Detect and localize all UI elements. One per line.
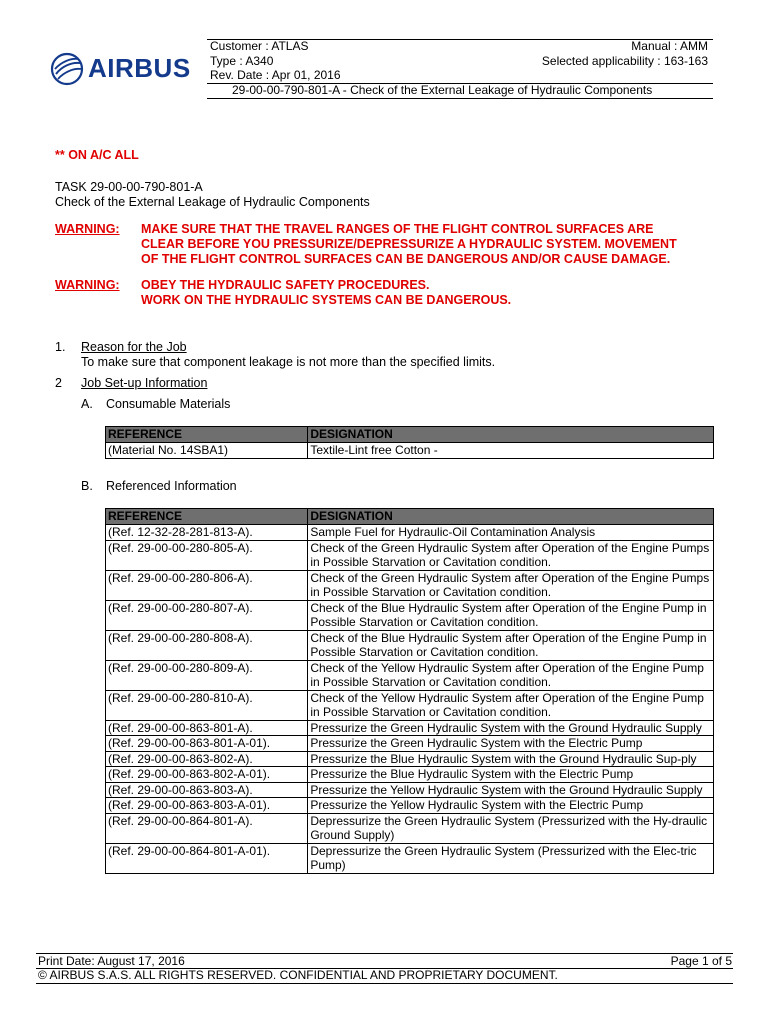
section-1-title: Reason for the Job bbox=[81, 340, 187, 354]
table-row bbox=[106, 767, 714, 783]
warning-label: WARNING: bbox=[55, 278, 120, 292]
reference-cell: (Ref. 29-00-00-864-801-A). bbox=[106, 813, 308, 843]
rev-date-label: Rev. Date : Apr 01, 2016 bbox=[210, 68, 341, 82]
referenced-info-table bbox=[105, 508, 714, 874]
table-row bbox=[106, 540, 714, 570]
warning-1 bbox=[55, 222, 677, 266]
reference-cell: (Ref. 29-00-00-280-809-A). bbox=[106, 660, 308, 690]
table-row bbox=[106, 751, 714, 767]
reference-cell: (Ref. 12-32-28-281-813-A). bbox=[106, 525, 308, 541]
column-header-reference: REFERENCE bbox=[106, 509, 308, 525]
document-title: 29-00-00-790-801-A - Check of the External Leakage of Hydraulic Components bbox=[232, 83, 653, 97]
reference-cell: (Ref. 29-00-00-863-801-A). bbox=[106, 720, 308, 736]
warning-line: MAKE SURE THAT THE TRAVEL RANGES OF THE FLIGHT CONTROL SURFACES ARE bbox=[141, 222, 654, 236]
brand-wordmark: AIRBUS bbox=[88, 53, 191, 83]
task-title: Check of the External Leakage of Hydraulic Components bbox=[55, 195, 370, 209]
section-2-number: 2 bbox=[55, 376, 62, 390]
table-row bbox=[106, 600, 714, 630]
print-date: Print Date: August 17, 2016 bbox=[38, 954, 185, 968]
reference-cell: (Ref. 29-00-00-280-810-A). bbox=[106, 690, 308, 720]
table-header-row bbox=[106, 509, 714, 525]
referenced-info-table-body bbox=[106, 525, 714, 874]
subsection-a-title: Consumable Materials bbox=[106, 397, 231, 411]
airbus-logo bbox=[50, 52, 200, 86]
reference-cell: (Material No. 14SBA1) bbox=[106, 443, 308, 459]
warning-text bbox=[141, 222, 677, 267]
table-row bbox=[106, 525, 714, 541]
subsection-a-letter: A. bbox=[81, 397, 93, 411]
copyright-notice: © AIRBUS S.A.S. ALL RIGHTS RESERVED. CONFIDENTIAL AND PROPRIETARY DOCUMENT. bbox=[38, 968, 558, 982]
table-row bbox=[106, 782, 714, 798]
reference-cell: (Ref. 29-00-00-863-802-A). bbox=[106, 751, 308, 767]
designation-cell: Textile-Lint free Cotton - bbox=[308, 443, 714, 459]
consumables-table bbox=[105, 426, 714, 459]
designation-cell: Depressurize the Green Hydraulic System (Pressurized with the Elec-tric Pump) bbox=[308, 843, 714, 873]
reference-cell: (Ref. 29-00-00-280-806-A). bbox=[106, 570, 308, 600]
table-row bbox=[106, 443, 714, 459]
consumables-table-body bbox=[106, 443, 714, 459]
warning-2 bbox=[55, 278, 512, 307]
task-id: TASK 29-00-00-790-801-A bbox=[55, 180, 203, 194]
designation-cell: Check of the Blue Hydraulic System after Operation of the Engine Pump in Possible Starvation or Cavitation condition. bbox=[308, 600, 714, 630]
airbus-globe-icon bbox=[50, 52, 84, 86]
type-label: Type : A340 bbox=[210, 54, 274, 68]
table-row bbox=[106, 736, 714, 752]
reference-cell: (Ref. 29-00-00-863-803-A). bbox=[106, 782, 308, 798]
warning-line: CLEAR BEFORE YOU PRESSURIZE/DEPRESSURIZE A HYDRAULIC SYSTEM. MOVEMENT bbox=[141, 237, 677, 251]
designation-cell: Pressurize the Yellow Hydraulic System with the Ground Hydraulic Supply bbox=[308, 782, 714, 798]
table-row bbox=[106, 660, 714, 690]
subsection-b-title: Referenced Information bbox=[106, 479, 237, 493]
designation-cell: Pressurize the Green Hydraulic System with the Ground Hydraulic Supply bbox=[308, 720, 714, 736]
table-row bbox=[106, 843, 714, 873]
reference-cell: (Ref. 29-00-00-280-807-A). bbox=[106, 600, 308, 630]
reference-cell: (Ref. 29-00-00-280-805-A). bbox=[106, 540, 308, 570]
page-number: Page 1 of 5 bbox=[670, 954, 732, 968]
table-row bbox=[106, 720, 714, 736]
warning-line: OF THE FLIGHT CONTROL SURFACES CAN BE DANGEROUS AND/OR CAUSE DAMAGE. bbox=[141, 252, 671, 266]
warning-line: OBEY THE HYDRAULIC SAFETY PROCEDURES. bbox=[141, 278, 430, 292]
column-header-reference: REFERENCE bbox=[106, 427, 308, 443]
designation-cell: Pressurize the Yellow Hydraulic System with the Electric Pump bbox=[308, 798, 714, 814]
column-header-designation: DESIGNATION bbox=[308, 509, 714, 525]
section-1-text: To make sure that component leakage is not more than the specified limits. bbox=[81, 355, 496, 369]
subsection-b-letter: B. bbox=[81, 479, 93, 493]
designation-cell: Pressurize the Blue Hydraulic System with the Electric Pump bbox=[308, 767, 714, 783]
designation-cell: Check of the Green Hydraulic System after Operation of the Engine Pumps in Possible Starvation or Cavitation condition. bbox=[308, 570, 714, 600]
designation-cell: Check of the Green Hydraulic System after Operation of the Engine Pumps in Possible Starvation or Cavitation condition. bbox=[308, 540, 714, 570]
reference-cell: (Ref. 29-00-00-863-803-A-01). bbox=[106, 798, 308, 814]
designation-cell: Pressurize the Green Hydraulic System with the Electric Pump bbox=[308, 736, 714, 752]
table-row bbox=[106, 570, 714, 600]
reference-cell: (Ref. 29-00-00-863-802-A-01). bbox=[106, 767, 308, 783]
table-row bbox=[106, 813, 714, 843]
reference-cell: (Ref. 29-00-00-864-801-A-01). bbox=[106, 843, 308, 873]
reference-cell: (Ref. 29-00-00-863-801-A-01). bbox=[106, 736, 308, 752]
applicability-label: Selected applicability : 163-163 bbox=[541, 54, 708, 68]
warning-label: WARNING: bbox=[55, 222, 120, 236]
manual-label: Manual : AMM bbox=[631, 39, 708, 53]
designation-cell: Depressurize the Green Hydraulic System (Pressurized with the Hy-draulic Ground Supply) bbox=[308, 813, 714, 843]
table-row bbox=[106, 798, 714, 814]
table-header-row bbox=[106, 427, 714, 443]
designation-cell: Check of the Yellow Hydraulic System after Operation of the Engine Pump in Possible Starvation or Cavitation condition. bbox=[308, 690, 714, 720]
table-row bbox=[106, 630, 714, 660]
section-2-title: Job Set-up Information bbox=[81, 376, 208, 390]
designation-cell: Pressurize the Blue Hydraulic System with the Ground Hydraulic Sup-ply bbox=[308, 751, 714, 767]
footer-bottom-rule bbox=[36, 983, 733, 984]
reference-cell: (Ref. 29-00-00-280-808-A). bbox=[106, 630, 308, 660]
warning-text bbox=[141, 278, 511, 308]
designation-cell: Check of the Yellow Hydraulic System after Operation of the Engine Pump in Possible Starvation or Cavitation condition. bbox=[308, 660, 714, 690]
section-1-number: 1. bbox=[55, 340, 66, 354]
warning-line: WORK ON THE HYDRAULIC SYSTEMS CAN BE DANGEROUS. bbox=[141, 293, 512, 307]
effectivity-note: ** ON A/C ALL bbox=[55, 148, 139, 162]
customer-label: Customer : ATLAS bbox=[210, 39, 309, 53]
column-header-designation: DESIGNATION bbox=[308, 427, 714, 443]
designation-cell: Sample Fuel for Hydraulic-Oil Contamination Analysis bbox=[308, 525, 714, 541]
table-row bbox=[106, 690, 714, 720]
header-bottom-rule bbox=[207, 98, 713, 99]
designation-cell: Check of the Blue Hydraulic System after Operation of the Engine Pump in Possible Starvation or Cavitation condition. bbox=[308, 630, 714, 660]
